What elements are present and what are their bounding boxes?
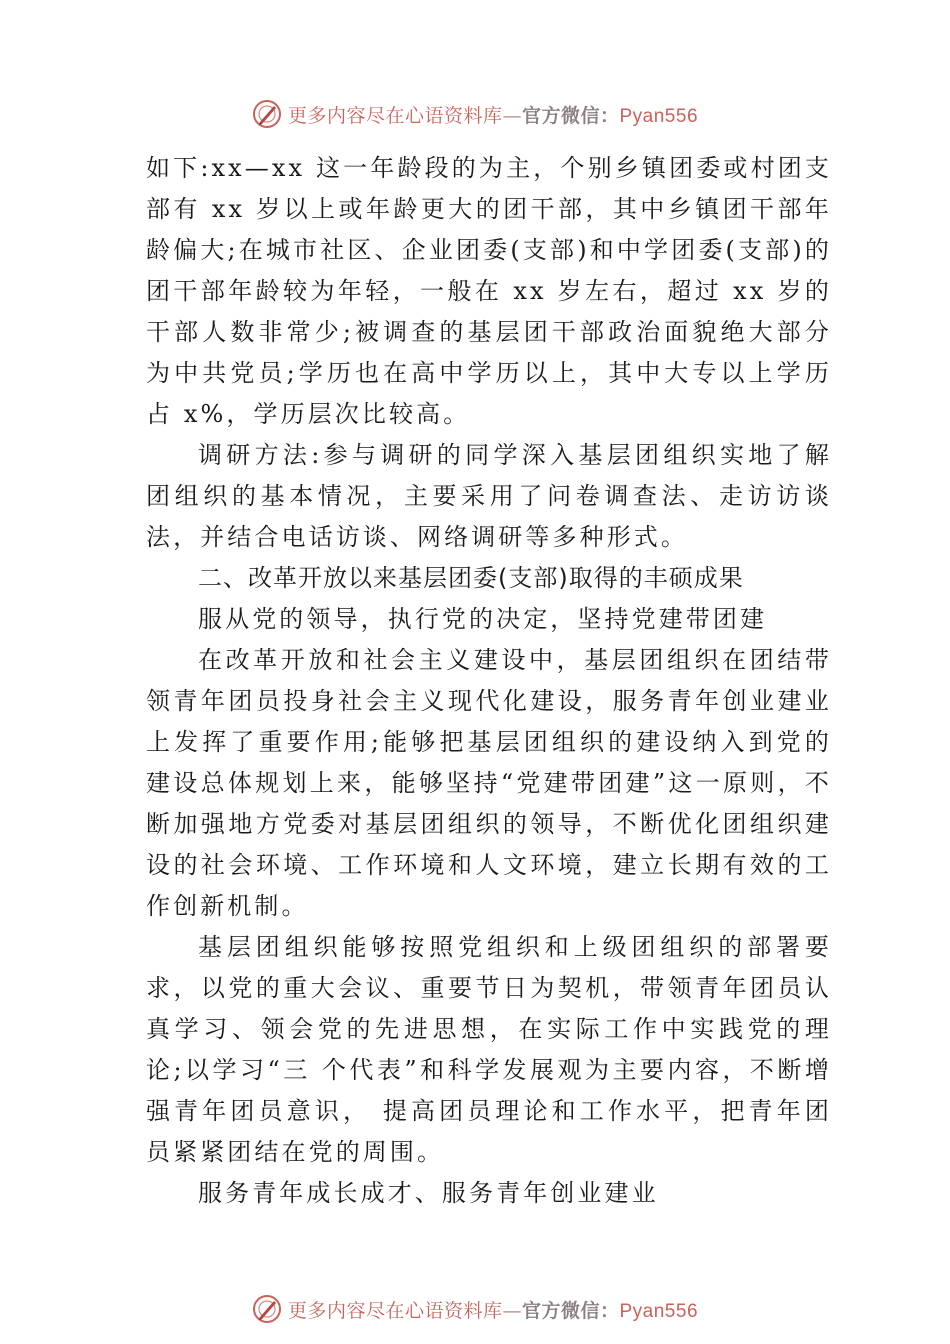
header-watermark bbox=[0, 94, 950, 134]
watermark-text: 更多内容尽在心语资料库—官方微信：Pyan556 bbox=[287, 1299, 699, 1322]
paragraph-research-method: 调研方法:参与调研的同学深入基层团组织实地了解团组织的基本情况，主要采用了问卷调查法、走访访谈法，并结合电话访谈、网络调研等多种形式。 bbox=[146, 441, 832, 551]
footer-watermark bbox=[0, 1289, 950, 1329]
section-heading: 二、改革开放以来基层团委(支部)取得的丰硕成果 bbox=[198, 564, 744, 592]
subheading-party-leadership: 服从党的领导，执行党的决定，坚持党建带团建 bbox=[198, 605, 768, 633]
pen-logo-icon bbox=[252, 1294, 282, 1324]
subheading-serve-youth: 服务青年成长成才、服务青年创业建业 bbox=[198, 1179, 659, 1207]
paragraph-reform-role: 在改革开放和社会主义建设中，基层团组织在团结带领青年团员投身社会主义现代化建设，服务青年创业建业上发挥了重要作用;能够把基层团组织的建设纳入到党的建设总体规划上来，能够坚持“党建带团建”这一原则，不断加强地方党委对基层团组织的领导，不断优化团组织建设的社会环境、工作环境和人文环境，建立长期有效的工作创新机制。 bbox=[146, 646, 832, 920]
document-body bbox=[146, 148, 832, 1214]
paragraph-demographics: 如下:xx—xx 这一年龄段的为主，个别乡镇团委或村团支部有 xx 岁以上或年龄更大的团干部，其中乡镇团干部年龄偏大;在城市社区、企业团委(支部)和中学团委(支部)的团干部年龄较为年轻，一般在 xx 岁左右，超过 xx 岁的干部人数非常少;被调查的基层团干部政治面貌绝大部分为中共党员;学历也在高中学历以上，其中大专以上学历占 x%，学历层次比较高。 bbox=[146, 154, 832, 428]
watermark-text: 更多内容尽在心语资料库—官方微信：Pyan556 bbox=[287, 104, 699, 127]
pen-logo-icon bbox=[252, 99, 282, 129]
paragraph-study-theory: 基层团组织能够按照党组织和上级团组织的部署要求，以党的重大会议、重要节日为契机，带领青年团员认真学习、领会党的先进思想，在实际工作中实践党的理论;以学习“三 个代表”和科学发展观为主要内容，不断增强青年团员意识， 提高团员理论和工作水平，把青年团员紧紧团结在党的周围。 bbox=[146, 933, 832, 1166]
